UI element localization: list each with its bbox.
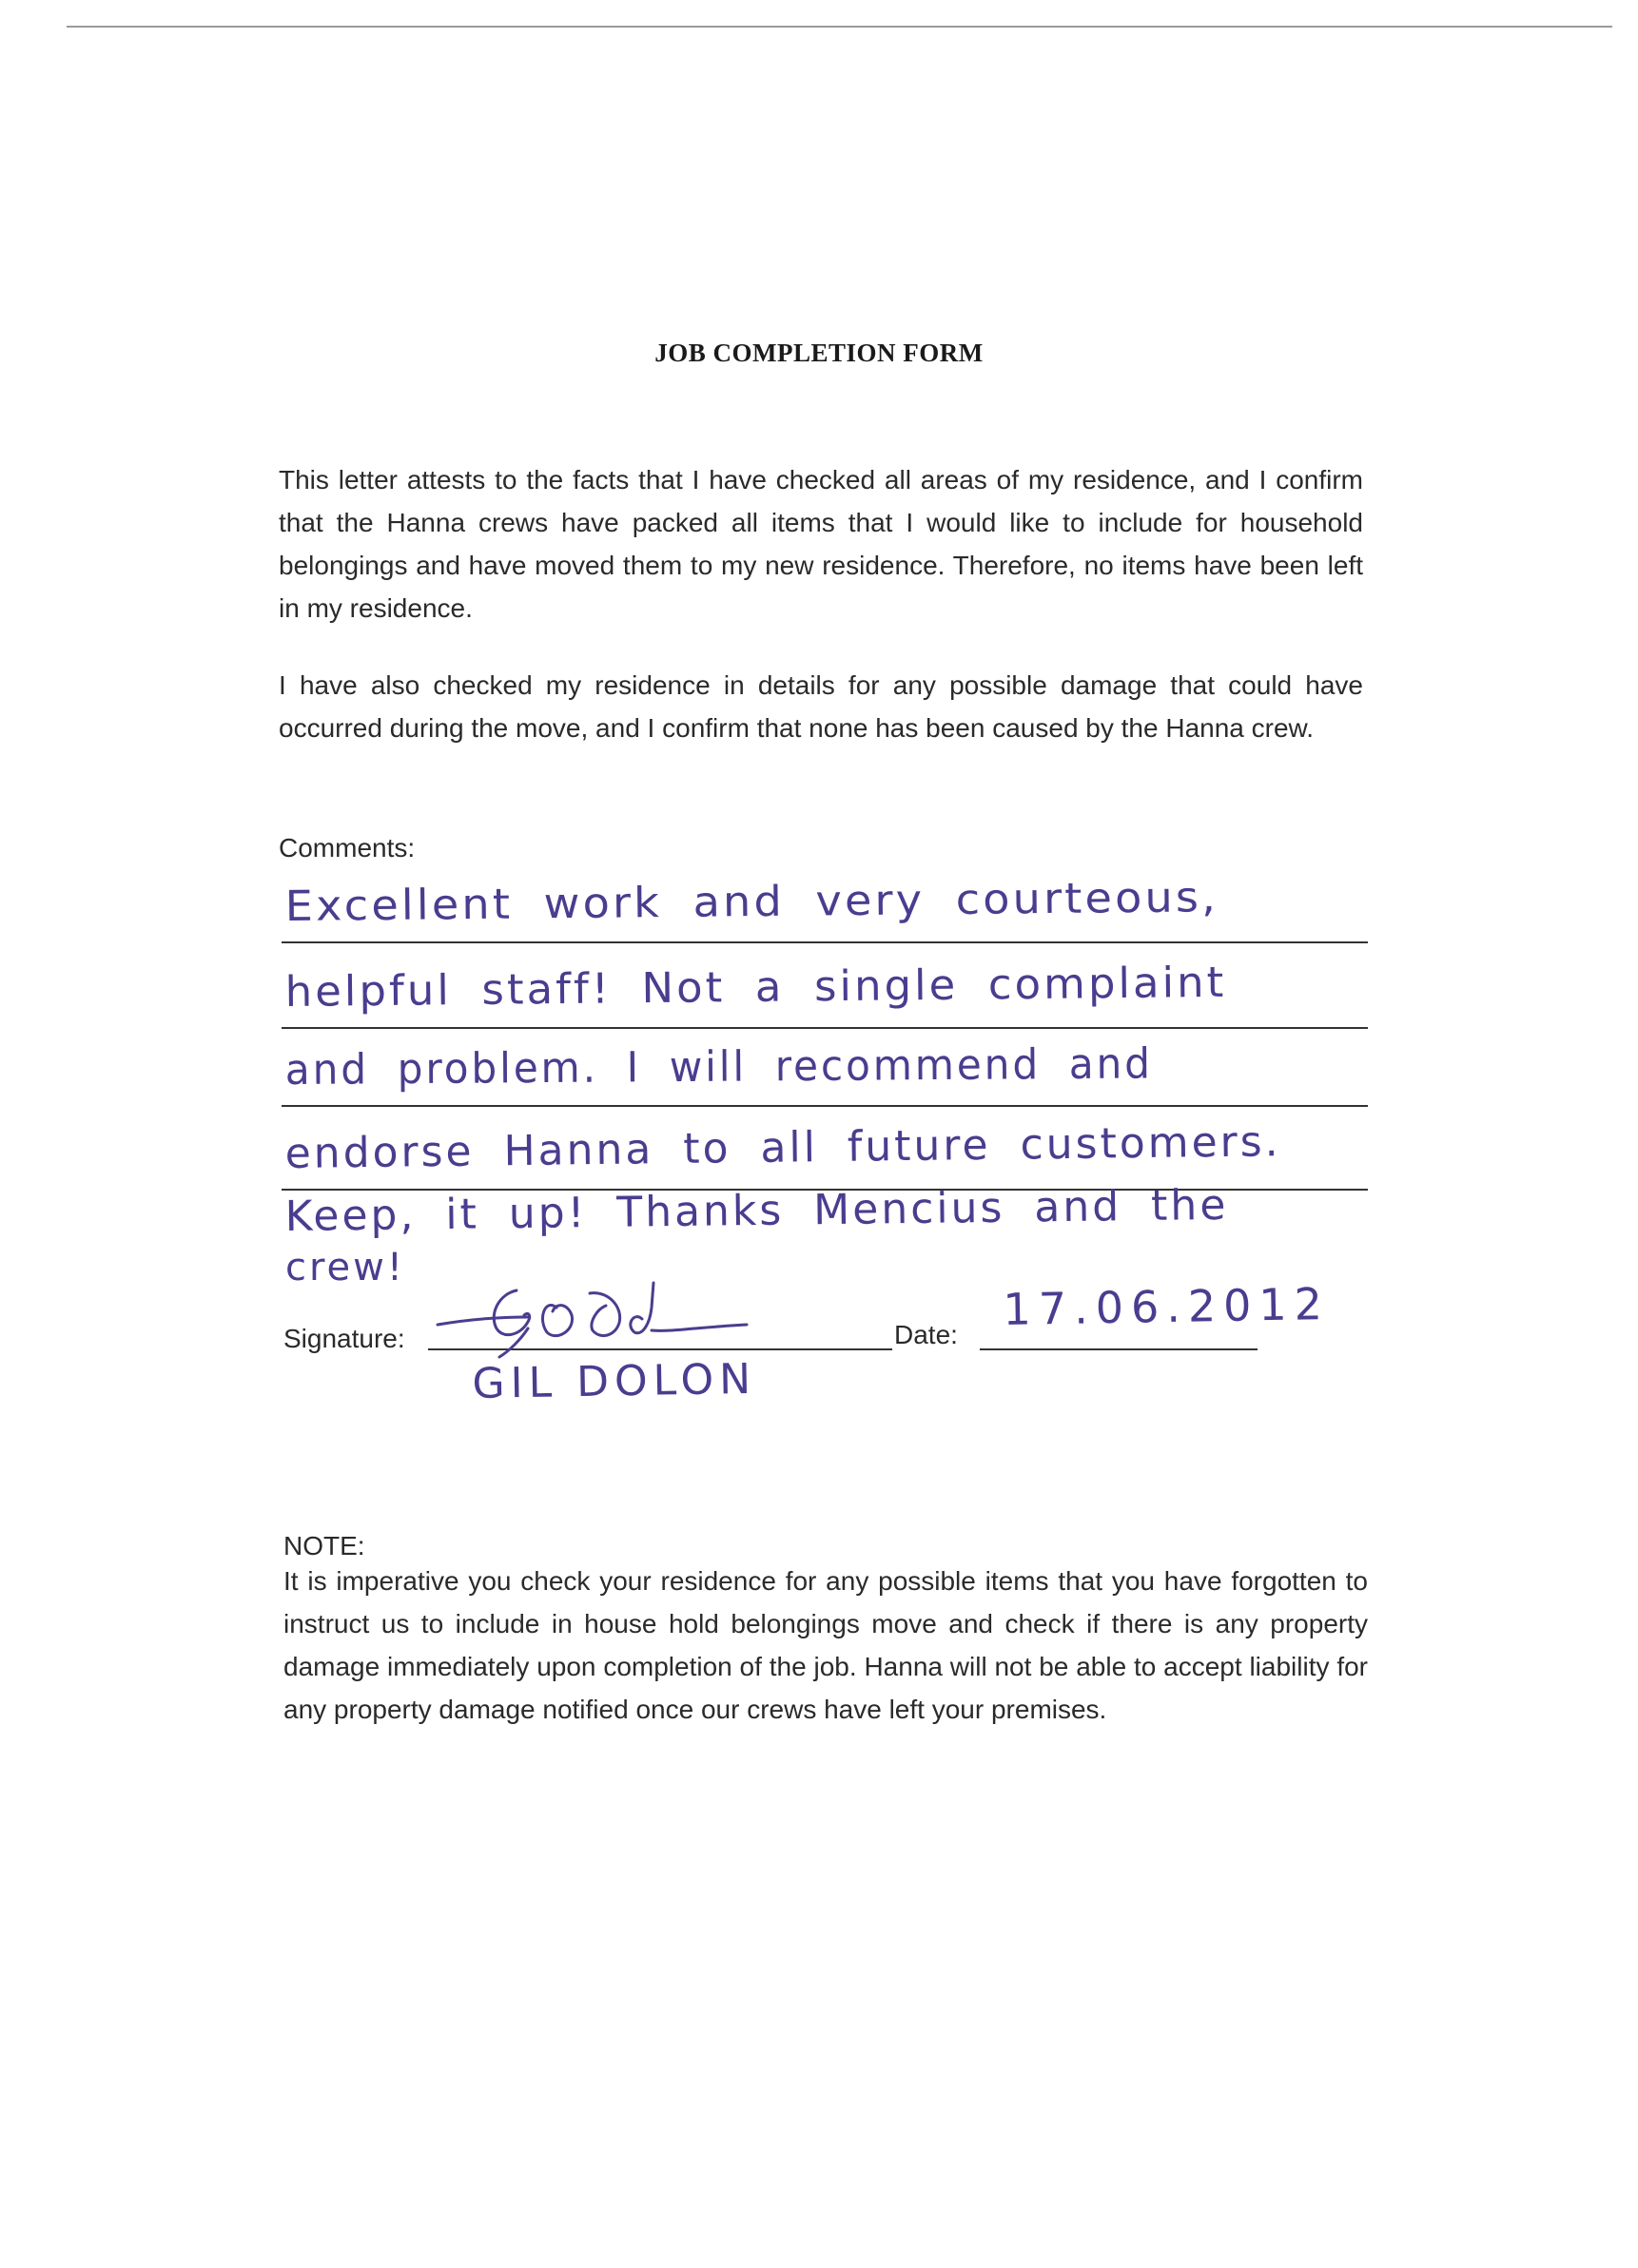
form-title: JOB COMPLETION FORM	[654, 339, 984, 367]
handwritten-comment-line: endorse Hanna to all future customers.	[284, 1117, 1281, 1178]
scan-top-edge	[67, 26, 1612, 28]
handwritten-comment-line: crew!	[285, 1246, 405, 1289]
note-text: It is imperative you check your residence for any possible items that you have forgotten to instruct us to include in house hold belongings move and check if there is any property damage immediately upon completion of the job. Hanna will not be able to accept liability for any property damage notified once our crews have left your premises.	[283, 1566, 1368, 1724]
signature-label: Signature:	[283, 1324, 405, 1353]
comment-rule	[282, 941, 1368, 943]
handwritten-signature	[433, 1270, 775, 1365]
comment-rule	[282, 1027, 1368, 1029]
date-label: Date:	[894, 1320, 958, 1349]
signer-printed-name: GIL DOLON	[472, 1354, 757, 1408]
note-label: NOTE:	[283, 1531, 365, 1560]
handwritten-comment-line: and problem. I will recommend and	[284, 1039, 1154, 1095]
handwritten-comment-line: Keep, it up! Thanks Mencius and the	[284, 1180, 1229, 1241]
comments-label: Comments:	[279, 833, 416, 863]
date-value: 17.06.2012	[1003, 1278, 1331, 1335]
comment-rule	[282, 1105, 1368, 1107]
date-line	[980, 1348, 1258, 1350]
attestation-paragraph: This letter attests to the facts that I have checked all areas of my residence, and I confirm that the Hanna crews have packed all items that I would like to include for household belongings and have moved them to my new residence. Therefore, no items have been left in my residence.	[279, 465, 1363, 623]
damage-paragraph: I have also checked my residence in details for any possible damage that could have occurred during the move, and I confirm that none has been caused by the Hanna crew.	[279, 670, 1363, 743]
handwritten-comment-line: helpful staff! Not a single complaint	[284, 958, 1227, 1017]
handwritten-comment-line: Excellent work and very courteous,	[284, 873, 1219, 931]
